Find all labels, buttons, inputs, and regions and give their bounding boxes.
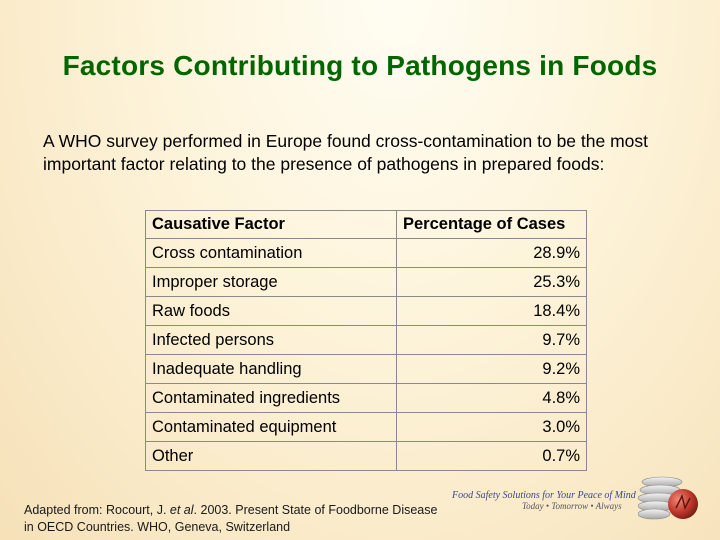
citation-rest: . 2003. Present State of Foodborne Disease in OECD Countries. WHO, Geneva, Switzerland <box>24 503 438 534</box>
table-row <box>146 268 587 297</box>
factor-cell: Improper storage <box>146 268 397 297</box>
citation-prefix: Adapted from: Rocourt, J. <box>24 503 170 517</box>
factor-cell: Raw foods <box>146 297 397 326</box>
percent-cell: 28.9% <box>397 239 587 268</box>
table-row <box>146 442 587 471</box>
table-row <box>146 384 587 413</box>
table-row <box>146 297 587 326</box>
factor-cell: Contaminated ingredients <box>146 384 397 413</box>
logo-subtagline: Today • Tomorrow • Always <box>522 501 622 511</box>
percent-cell: 25.3% <box>397 268 587 297</box>
factor-cell: Infected persons <box>146 326 397 355</box>
table-row <box>146 413 587 442</box>
percent-cell: 18.4% <box>397 297 587 326</box>
food-safety-logo-icon <box>638 472 702 530</box>
table-row <box>146 239 587 268</box>
intro-paragraph: A WHO survey performed in Europe found cross-contamination to be the most important factor relating to the presence of pathogens in prepared foods: <box>43 131 649 174</box>
slide-title: Factors Contributing to Pathogens in Foods <box>62 50 658 81</box>
header-percentage-of-cases: Percentage of Cases <box>397 211 587 239</box>
table-row <box>146 355 587 384</box>
citation-et-al: et al <box>169 503 194 517</box>
table-row <box>146 326 587 355</box>
percent-cell: 9.7% <box>397 326 587 355</box>
factor-cell: Cross contamination <box>146 239 397 268</box>
factor-cell: Contaminated equipment <box>146 413 397 442</box>
header-causative-factor: Causative Factor <box>146 211 397 239</box>
table-header-row <box>146 211 587 239</box>
percent-cell: 9.2% <box>397 355 587 384</box>
source-citation <box>24 502 444 536</box>
factor-cell: Inadequate handling <box>146 355 397 384</box>
logo-tagline: Food Safety Solutions for Your Peace of Mind <box>452 490 636 501</box>
factor-cell: Other <box>146 442 397 471</box>
brand-logo-text <box>452 490 637 511</box>
percent-cell: 0.7% <box>397 442 587 471</box>
percent-cell: 4.8% <box>397 384 587 413</box>
pathogen-factors-table <box>145 210 587 471</box>
percent-cell: 3.0% <box>397 413 587 442</box>
